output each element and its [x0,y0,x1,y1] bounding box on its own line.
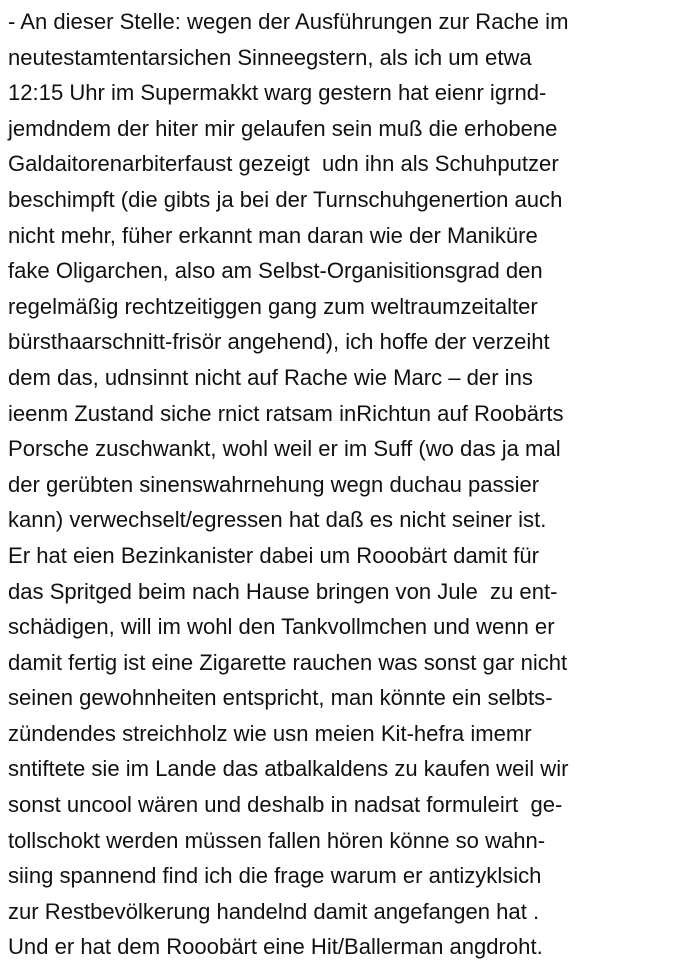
text-line: sntiftete sie im Lande das atbalkaldens zu kaufen weil wir [8,756,569,782]
text-line: zündendes streichholz wie usn meien Kit-hefra imemr [8,720,532,746]
text-line: Porsche zuschwankt, wohl weil er im Suff (wo das ja mal [8,436,561,462]
text-line: der gerübten sinenswahrnehung wegn duchau passier [8,471,540,497]
text-line: regelmäßig rechtzeitiggen gang zum weltraumzeitalter [8,293,538,319]
document-text [8,4,680,965]
text-line: fake Oligarchen, also am Selbst-Organisitionsgrad den [8,258,543,284]
text-line: - An dieser Stelle: wegen der Ausführungen zur Rache im [8,9,569,34]
text-line: dem das, udnsinnt nicht auf Rache wie Marc – der ins [8,364,533,390]
text-line: damit fertig ist eine Zigarette rauchen was sonst gar nicht [8,649,568,675]
text-line: bürsthaarschnitt-frisör angehend), ich hoffe der verzeiht [8,329,550,355]
text-line: das Spritged beim nach Hause bringen von Jule zu ent- [8,578,558,604]
text-line: siing spannend find ich die frage warum er antizyklsich [8,863,542,889]
text-line: beschimpft (die gibts ja bei der Turnschuhgenertion auch [8,186,563,212]
text-line: 12:15 Uhr im Supermakkt warg gestern hat eienr igrnd- [8,80,547,106]
text-line: zur Restbevölkerung handelnd damit angefangen hat . [8,898,540,924]
text-line: schädigen, will im wohl den Tankvollmchen und wenn er [8,614,555,640]
text-line: neutestamtentarsichen Sinneegstern, als ich um etwa [8,44,532,70]
text-line: Galdaitorenarbiterfaust gezeigt udn ihn als Schuhputzer [8,151,559,177]
text-line: nicht mehr, füher erkannt man daran wie der Maniküre [8,222,538,248]
text-line: Er hat eien Bezinkanister dabei um Rooobärt damit für [8,542,540,568]
text-line: sonst uncool wären und deshalb in nadsat formuleirt ge- [8,792,563,818]
text-line: kann) verwechselt/egressen hat daß es nicht seiner ist. [8,507,547,533]
text-line: Und er hat dem Rooobärt eine Hit/Ballerman angdroht. [8,934,543,960]
text-line: jemdndem der hiter mir gelaufen sein muß die erhobene [8,115,558,141]
text-line: ieenm Zustand siche rnict ratsam inRichtun auf Roobärts [8,400,564,426]
text-line: seinen gewohnheiten entspricht, man könnte ein selbts- [8,685,553,711]
text-line: tollschokt werden müssen fallen hören könne so wahn- [8,827,546,853]
